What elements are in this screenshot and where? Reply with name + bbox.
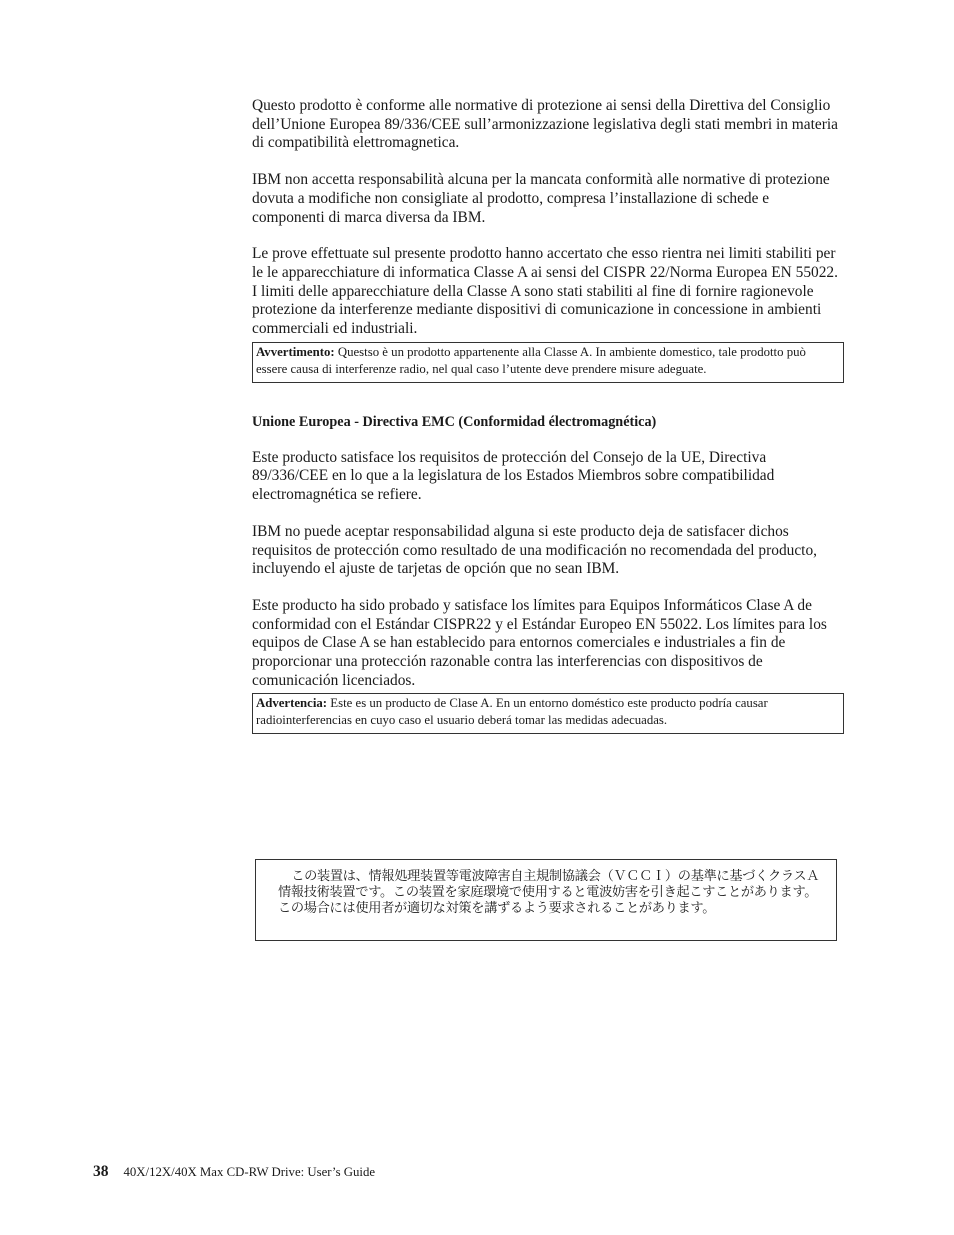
spanish-paragraph-1: Este producto satisface los requisitos de protección del Consejo de la UE, Directiva 89/336/CEE en lo que a la legislatura de los Estados Miembros sobre compatibilidad electromagnética se refiere. xyxy=(252,448,775,504)
spanish-warning-label: Advertencia: xyxy=(256,696,328,711)
page-number: 38 xyxy=(93,1163,109,1180)
spanish-paragraph-3: Este producto ha sido probado y satisface los límites para Equipos Informáticos Clase A de conformidad con el Estándar CISPR22 y el Estándar Europeo EN 55022. Los límites para los equipos de Clase A se han establecido para entornos comerciales e industriales a fin de proporcionar una protección razonable contra las interferencias con dispositivos de comunicación licenciados. xyxy=(252,596,827,689)
italian-paragraph-2: IBM non accetta responsabilità alcuna per la mancata conformità alle normative di protezione dovuta a modifiche non consigliate al prodotto, compresa l’installazione di schede e componenti di marca diversa da IBM. xyxy=(252,171,830,226)
page-footer xyxy=(93,1163,375,1181)
spanish-warning-text: Este es un producto de Clase A. En un entorno doméstico este producto podría causar radiointerferencias en cuyo caso el usuario deberá tomar las medidas adecuadas. xyxy=(256,696,768,728)
italian-paragraph-3: Le prove effettuate sul presente prodotto hanno accertato che esso rientra nei limiti stabiliti per le le apparecchiature di informatica Classe A ai sensi del CISPR 22/Norma Europea EN 55022. I limiti delle apparecchiature della Classe A sono stati stabiliti al fine di fornire ragionevole protezione da interferenze mediante dispositivi di comunicazione in concessione in ambienti commerciali ed industriali. xyxy=(252,245,838,338)
italian-paragraph-1: Questo prodotto è conforme alle normative di protezione ai sensi della Direttiva del Consiglio dell’Unione Europea 89/336/CEE sull’armonizzazione legislativa degli stati membri in materia di compatibilità elettromagnetica. xyxy=(252,97,838,152)
main-content xyxy=(252,97,844,734)
italian-warning-label: Avvertimento: xyxy=(256,344,335,359)
italian-warning-box xyxy=(252,342,844,383)
spanish-section-heading: Unione Europea - Directiva EMC (Conformidad électromagnética) xyxy=(252,413,657,430)
spanish-warning-box xyxy=(252,693,844,734)
italian-warning-text: Questso è un prodotto appartenente alla Classe A. In ambiente domestico, tale prodotto può essere causa di interferenze radio, nel qual caso l’utente deve prendere misure adeguate. xyxy=(256,344,806,376)
running-title: 40X/12X/40X Max CD-RW Drive: User’s Guide xyxy=(123,1165,376,1179)
japanese-vcci-notice-text: この装置は、情報処理装置等電波障害自主規制協議会（ＶＣＣＩ）の基準に基づくクラスＡ情報技術装置です。この装置を家庭環境で使用すると電波妨害を引き起こすことがあります。この場合には使用者が適切な対策を講ずるよう要求されることがあります。 xyxy=(278,869,820,916)
japanese-vcci-notice-box xyxy=(255,859,837,941)
spanish-paragraph-2: IBM no puede aceptar responsabilidad alguna si este producto deja de satisfacer dichos requisitos de protección como resultado de una modificación no recomendada del producto, incluyendo el ajuste de tarjetas de opción que no sean IBM. xyxy=(252,522,817,578)
